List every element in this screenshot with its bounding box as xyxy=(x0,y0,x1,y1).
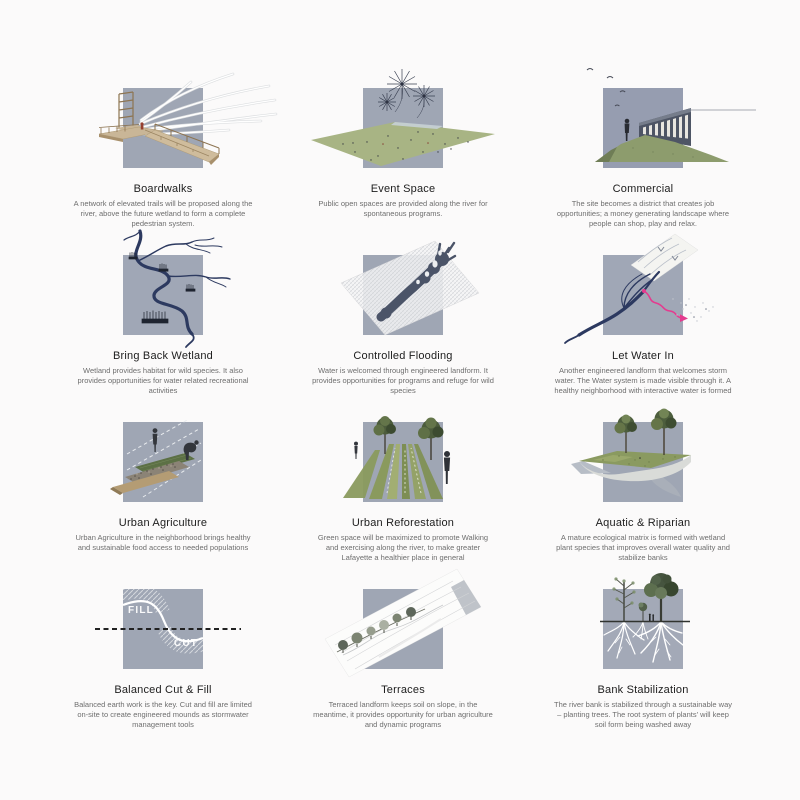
card-title: Bring Back Wetland xyxy=(112,350,213,362)
card-description: Green space will be maximized to promote Walking and exercising along the river, to make greater Lafayette a healthier place in general xyxy=(317,533,489,563)
card-title: Commercial xyxy=(612,183,674,195)
let-water-in-illustration xyxy=(523,231,763,349)
card-description: The site becomes a district that creates job opportunities; a money generating landscape where people can shop, play and relax. xyxy=(556,199,730,229)
card-description: Another engineered landform that welcomes storm water. The Water system is made visible through it. A healthy neighborhood with interactive water is formed xyxy=(554,366,732,396)
card-balanced-cut-fill xyxy=(43,565,283,732)
boardwalks-illustration xyxy=(43,64,283,182)
card-description: Public open spaces are provided along the river for spontaneous programs. xyxy=(318,199,488,219)
card-let-water-in xyxy=(523,231,763,398)
card-title: Bank Stabilization xyxy=(597,684,689,696)
controlled-flooding-illustration xyxy=(283,231,523,349)
card-description: Balanced earth work is the key. Cut and fill are limited on-site to create engineered mounds as stormwater management tools xyxy=(74,700,252,730)
card-description: Wetland provides habitat for wild species. It also provides opportunities for water related recreational activities xyxy=(77,366,249,396)
card-commercial xyxy=(523,64,763,231)
card-event-space xyxy=(283,64,523,231)
card-title: Aquatic & Riparian xyxy=(595,517,691,529)
strategy-matrix xyxy=(43,64,763,732)
lawn-icon xyxy=(311,122,495,166)
urban-agriculture-illustration xyxy=(43,398,283,516)
cut-fill-illustration xyxy=(43,565,283,683)
bank-stabilization-illustration xyxy=(523,565,763,683)
card-description: Urban Agriculture in the neighborhood brings healthy and sustainable food access to needed populations xyxy=(75,533,251,553)
card-title: Boardwalks xyxy=(133,183,193,195)
card-bring-back-wetland xyxy=(43,231,283,398)
person-icon xyxy=(140,122,143,129)
card-aquatic-riparian xyxy=(523,398,763,565)
card-boardwalks xyxy=(43,64,283,231)
card-title: Balanced Cut & Fill xyxy=(114,684,212,696)
card-description: A network of elevated trails will be proposed along the river, above the future wetland to form a complete pedestrian system. xyxy=(73,199,253,229)
aquatic-riparian-illustration xyxy=(523,398,763,516)
card-urban-agriculture xyxy=(43,398,283,565)
cut-label: CUT xyxy=(173,638,199,649)
card-controlled-flooding xyxy=(283,231,523,398)
card-title: Urban Reforestation xyxy=(351,517,455,529)
urban-reforestation-illustration xyxy=(283,398,523,516)
card-description: A mature ecological matrix is formed with wetland plant species that improves overall water quality and stabilize banks xyxy=(556,533,730,563)
card-title: Controlled Flooding xyxy=(353,350,453,362)
card-description: The river bank is stabilized through a sustainable way – planting trees. The root system of plants' will keep soil form being washed away xyxy=(553,700,732,730)
commercial-illustration xyxy=(523,64,763,182)
card-terraces xyxy=(283,565,523,732)
card-urban-reforestation xyxy=(283,398,523,565)
card-title: Event Space xyxy=(370,183,436,195)
card-description: Terraced landform keeps soil on slope, in the meantime, it provides opportunity for urban agriculture and dynamic programs xyxy=(313,700,493,730)
card-title: Terraces xyxy=(381,684,425,696)
wetland-illustration xyxy=(43,231,283,349)
person-silhouette xyxy=(354,442,358,459)
card-title: Urban Agriculture xyxy=(118,517,208,529)
card-description: Water is welcomed through engineered landform. It provides opportunities for programs and refuge for wild species xyxy=(312,366,494,396)
card-title: Let Water In xyxy=(612,350,674,362)
person-silhouette xyxy=(444,451,450,484)
terraces-illustration xyxy=(283,565,523,683)
event-space-illustration xyxy=(283,64,523,182)
fill-label: FILL xyxy=(128,605,154,616)
card-bank-stabilization xyxy=(523,565,763,732)
